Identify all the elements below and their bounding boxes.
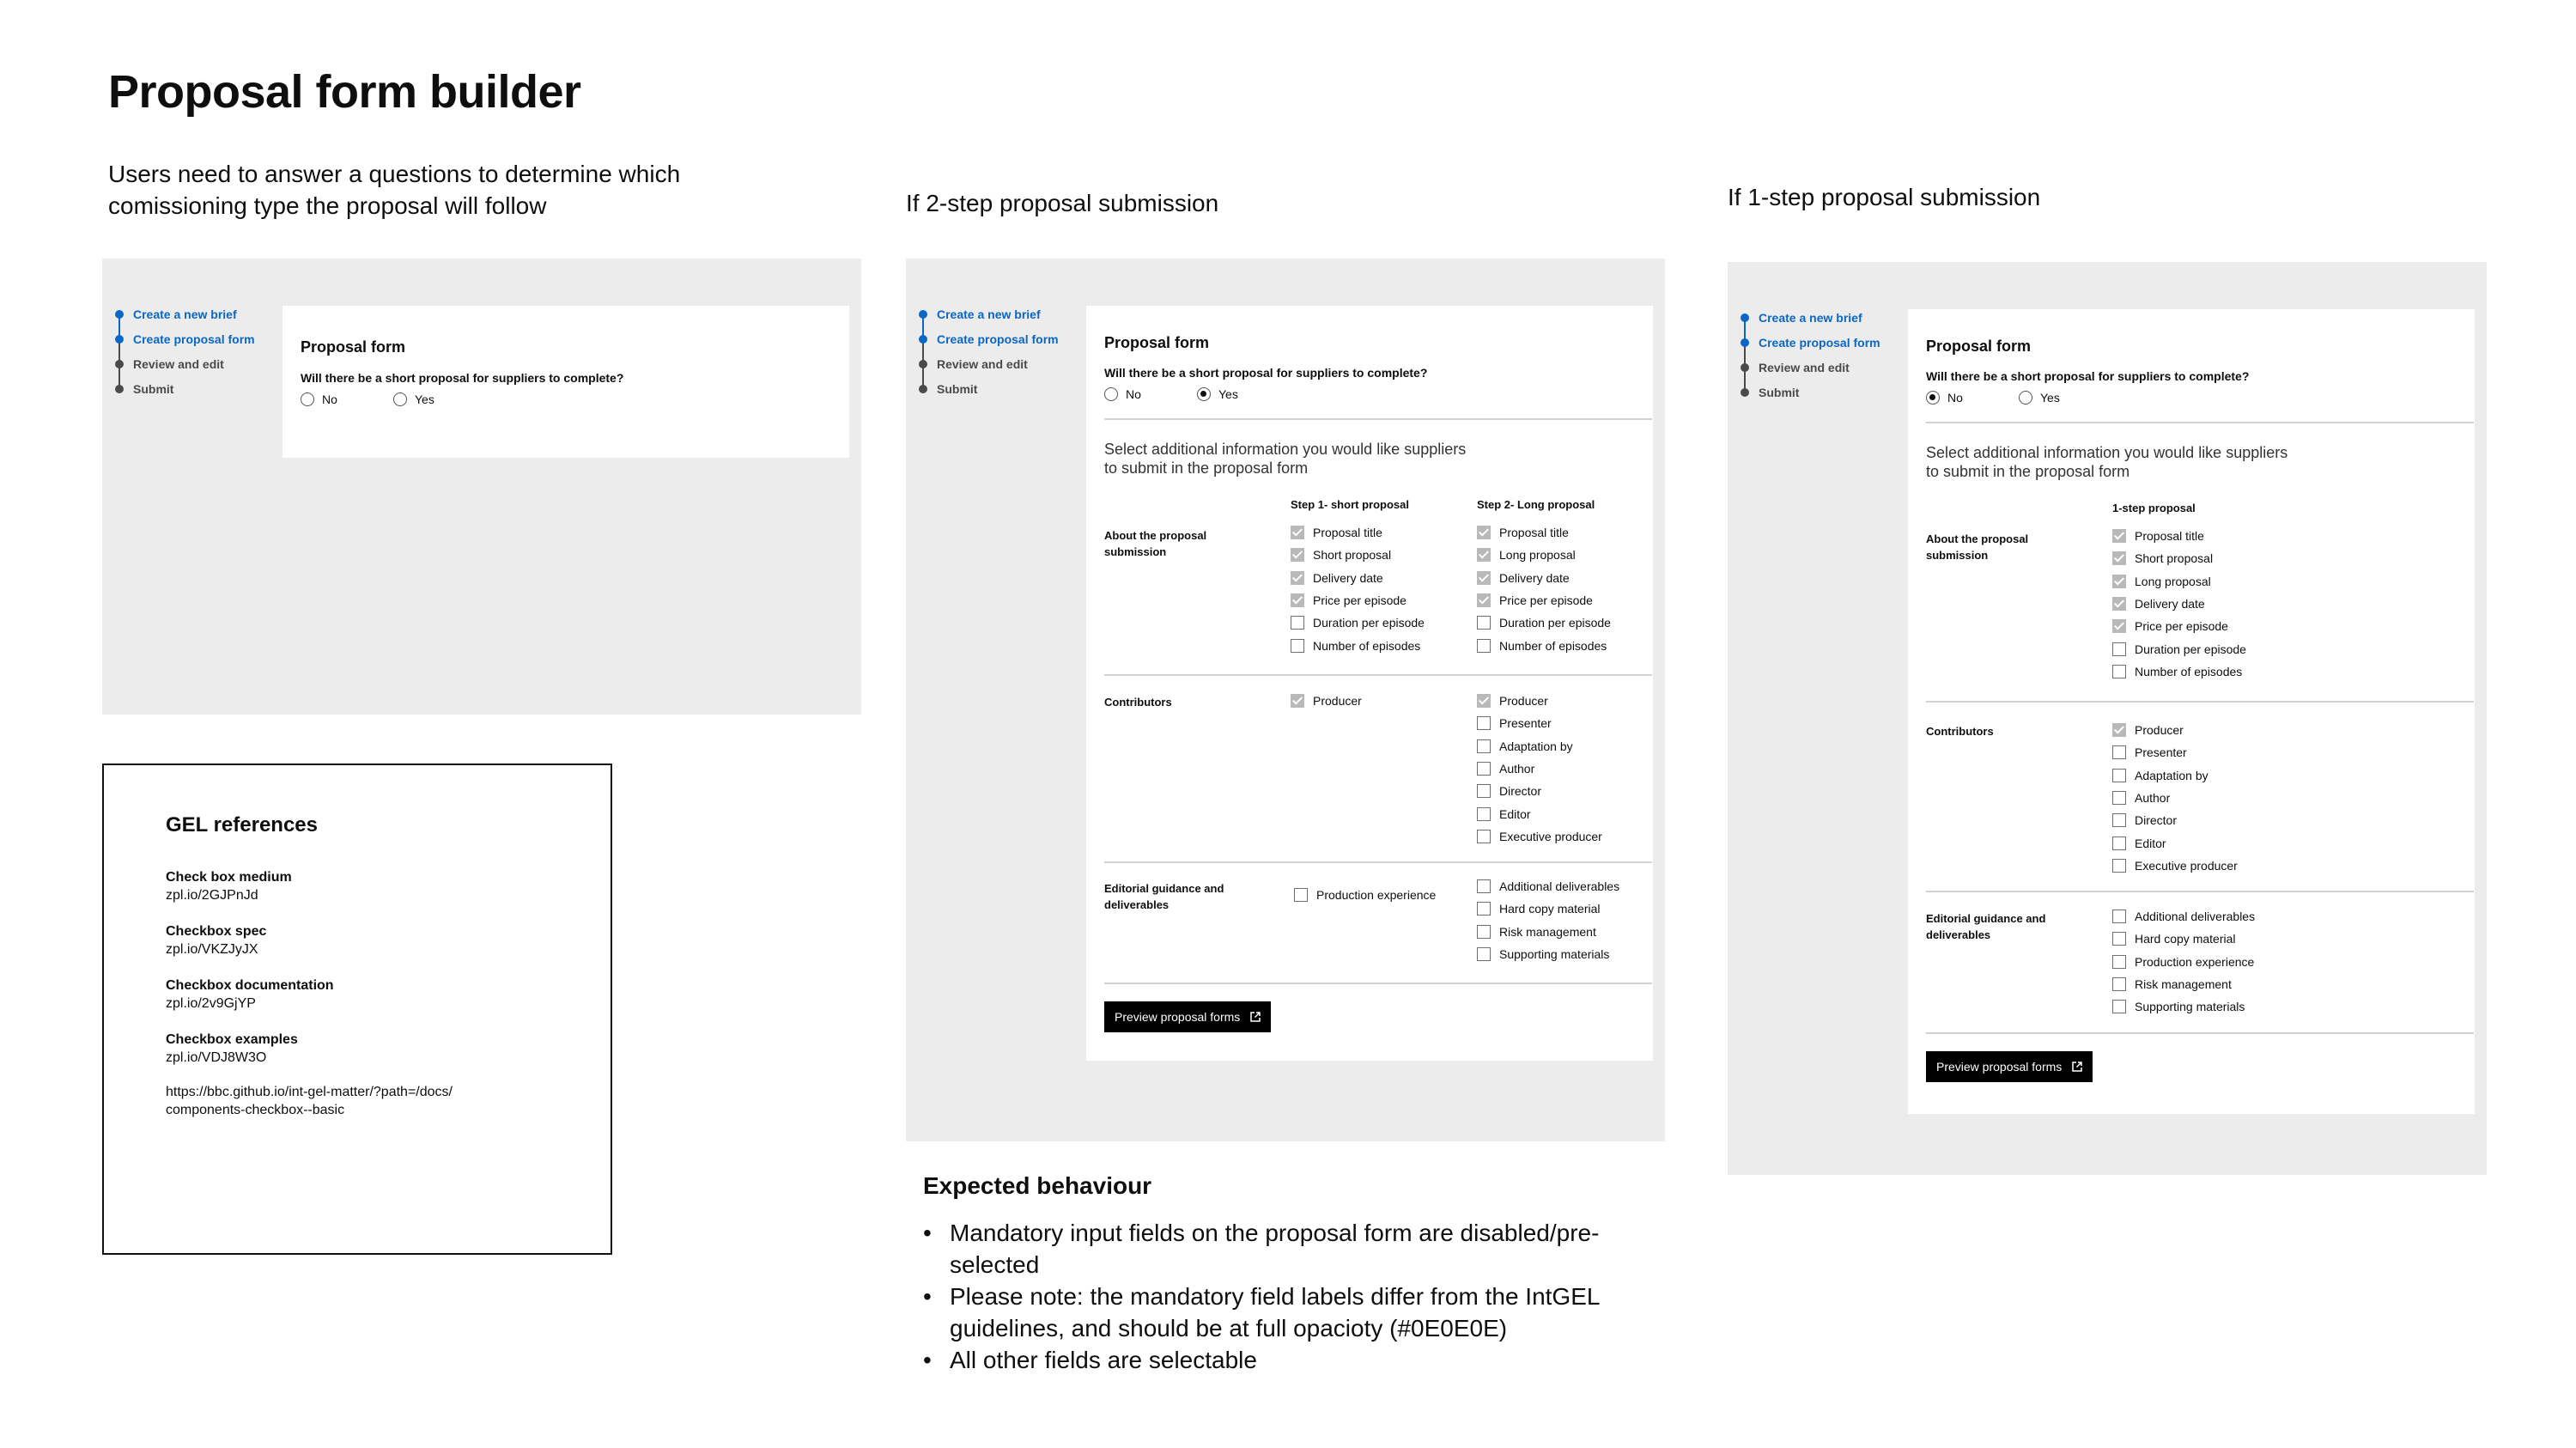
short-proposal-question: Will there be a short proposal for suppliers to complete? <box>1104 366 1428 380</box>
proposal-form-card <box>1908 309 2475 1114</box>
checkbox-item[interactable]: Long proposal <box>1477 544 1611 566</box>
nav-item-create-proposal-form[interactable]: Create proposal form <box>914 326 1059 351</box>
gel-title: GEL references <box>166 813 318 837</box>
proposal-form-card <box>1086 306 1653 1061</box>
stepper-nav <box>111 301 255 401</box>
select-info-text: Select additional information you would like suppliers to submit in the proposal form <box>1926 444 2288 480</box>
checkbox-item[interactable]: Hard copy material <box>2112 928 2255 950</box>
about-1step-list <box>2112 525 2246 683</box>
checkbox-item[interactable]: Executive producer <box>1477 825 1602 848</box>
nav-item-create-brief[interactable]: Create a new brief <box>914 301 1059 326</box>
radio-no[interactable]: No <box>1926 391 2019 405</box>
checkbox-item[interactable]: Delivery date <box>1477 567 1611 589</box>
radio-group <box>1104 387 1290 401</box>
gel-url[interactable]: https://bbc.github.io/int-gel-matter/?path=/docs/ components-checkbox--basic <box>166 1085 453 1117</box>
checkbox-item[interactable]: Price per episode <box>1291 589 1425 611</box>
list-item: • Mandatory input fields on the proposal form are disabled/pre- selected <box>923 1217 1679 1281</box>
nav-item-submit[interactable]: Submit <box>1736 380 1880 405</box>
nav-item-create-brief[interactable]: Create a new brief <box>111 301 255 326</box>
section-editorial: Editorial guidance and deliverables <box>1104 882 1224 911</box>
checkbox-item[interactable]: Short proposal <box>1291 544 1425 566</box>
external-link-icon <box>1250 1012 1261 1022</box>
short-proposal-question: Will there be a short proposal for suppliers to complete? <box>1926 369 2250 383</box>
checkbox-item[interactable]: Presenter <box>2112 741 2238 764</box>
gel-link[interactable]: zpl.io/VDJ8W3O <box>166 1050 267 1065</box>
checkbox-item[interactable]: Supporting materials <box>2112 995 2255 1018</box>
stepper-nav <box>914 301 1059 401</box>
checkbox-item[interactable]: Executive producer <box>2112 855 2238 877</box>
checkbox-item[interactable]: Risk management <box>2112 973 2255 995</box>
editorial-step2-list <box>1477 875 1619 965</box>
expected-behaviour-title: Expected behaviour <box>923 1172 1152 1199</box>
editorial-1step-list <box>2112 905 2255 1018</box>
section-contributors: Contributors <box>1104 696 1172 709</box>
checkbox-item[interactable]: Supporting materials <box>1477 943 1619 965</box>
checkbox-item[interactable]: Duration per episode <box>1477 611 1611 634</box>
form-title: Proposal form <box>1104 334 1210 351</box>
checkbox-item[interactable]: Editor <box>1477 802 1602 824</box>
list-item: • All other fields are selectable <box>923 1344 1679 1376</box>
form-title: Proposal form <box>1926 338 2032 355</box>
gel-ref-checkbox-spec: Checkbox spec zpl.io/VKZJyJX <box>166 924 267 957</box>
section-contributors: Contributors <box>1926 725 1994 738</box>
checkbox-item[interactable]: Number of episodes <box>1291 634 1425 656</box>
radio-no[interactable]: No <box>1104 387 1197 401</box>
gel-link[interactable]: zpl.io/2GJPnJd <box>166 888 258 903</box>
checkbox-item[interactable]: Production experience <box>2112 951 2255 973</box>
checkbox-item[interactable]: Production experience <box>1294 884 1436 906</box>
checkbox-item[interactable]: Proposal title <box>2112 525 2246 547</box>
nav-item-review-edit[interactable]: Review and edit <box>111 351 255 376</box>
checkbox-item[interactable]: Additional deliverables <box>2112 905 2255 928</box>
checkbox-item[interactable]: Additional deliverables <box>1477 875 1619 897</box>
frame-1step <box>1728 262 2487 1175</box>
radio-yes[interactable]: Yes <box>393 392 486 406</box>
about-step1-list <box>1291 521 1425 657</box>
radio-yes[interactable]: Yes <box>1197 387 1290 401</box>
contributors-1step-list <box>2112 719 2238 877</box>
radio-yes[interactable]: Yes <box>2019 391 2111 405</box>
external-link-icon <box>2072 1062 2082 1072</box>
checkbox-item[interactable]: Director <box>2112 809 2238 831</box>
editorial-step1-list <box>1294 884 1436 906</box>
checkbox-item[interactable]: Author <box>2112 787 2238 809</box>
checkbox-item[interactable]: Producer <box>1477 690 1602 712</box>
frame-initial <box>102 259 861 715</box>
col-label-step2: Step 2- Long proposal <box>1477 498 1595 511</box>
checkbox-item[interactable]: Hard copy material <box>1477 897 1619 920</box>
select-info-text: Select additional information you would like suppliers to submit in the proposal form <box>1104 441 1467 477</box>
heading-2step: If 2-step proposal submission <box>906 190 1219 216</box>
checkbox-item[interactable]: Risk management <box>1477 921 1619 943</box>
form-title: Proposal form <box>301 338 406 356</box>
gel-references-box <box>102 764 612 1255</box>
checkbox-item[interactable]: Adaptation by <box>1477 735 1602 757</box>
checkbox-item[interactable]: Producer <box>1291 690 1362 712</box>
contributors-step1-list <box>1291 690 1362 712</box>
frame-2step <box>906 259 1665 1141</box>
checkbox-item[interactable]: Director <box>1477 780 1602 802</box>
gel-ref-checkbox-documentation: Checkbox documentation zpl.io/2v9GjYP <box>166 978 334 1011</box>
checkbox-item[interactable]: Duration per episode <box>2112 637 2246 660</box>
col-label-step1: Step 1- short proposal <box>1291 498 1409 511</box>
checkbox-item[interactable]: Long proposal <box>2112 570 2246 593</box>
section-editorial: Editorial guidance and deliverables <box>1926 912 2046 941</box>
checkbox-item[interactable]: Editor <box>2112 831 2238 854</box>
radio-group <box>1926 391 2111 405</box>
gel-link[interactable]: zpl.io/2v9GjYP <box>166 996 256 1011</box>
about-step2-list <box>1477 521 1611 657</box>
page-title: Proposal form builder <box>108 66 581 118</box>
checkbox-item[interactable]: Duration per episode <box>1291 611 1425 634</box>
nav-item-create-brief[interactable]: Create a new brief <box>1736 305 1880 330</box>
contributors-step2-list <box>1477 690 1602 848</box>
checkbox-item[interactable]: Presenter <box>1477 712 1602 734</box>
checkbox-item[interactable]: Proposal title <box>1477 521 1611 544</box>
checkbox-item[interactable]: Price per episode <box>2112 615 2246 637</box>
checkbox-item[interactable]: Number of episodes <box>2112 660 2246 683</box>
preview-proposal-forms-button[interactable]: Preview proposal forms <box>1104 1001 1271 1032</box>
nav-item-create-proposal-form[interactable]: Create proposal form <box>1736 330 1880 355</box>
checkbox-item[interactable]: Proposal title <box>1291 521 1425 544</box>
checkbox-item[interactable]: Delivery date <box>1291 567 1425 589</box>
nav-item-review-edit[interactable]: Review and edit <box>1736 355 1880 380</box>
checkbox-item[interactable]: Author <box>1477 757 1602 780</box>
expected-behaviour-list <box>923 1217 1679 1376</box>
radio-no[interactable]: No <box>301 392 393 406</box>
checkbox-item[interactable]: Delivery date <box>2112 593 2246 615</box>
checkbox-item[interactable]: Number of episodes <box>1477 634 1611 656</box>
intro-text: Users need to answer a questions to determine which comissioning type the proposal will follow <box>108 161 681 219</box>
gel-link[interactable]: zpl.io/VKZJyJX <box>166 942 258 957</box>
checkbox-item[interactable]: Adaptation by <box>2112 764 2238 787</box>
radio-group <box>301 392 486 406</box>
section-about: About the proposal submission <box>1926 532 2029 562</box>
proposal-form-card <box>283 306 849 458</box>
nav-item-submit[interactable]: Submit <box>111 376 255 401</box>
heading-1step: If 1-step proposal submission <box>1728 184 2041 210</box>
checkbox-item[interactable]: Short proposal <box>2112 547 2246 569</box>
gel-ref-checkbox-examples: Checkbox examples zpl.io/VDJ8W3O <box>166 1032 298 1065</box>
preview-proposal-forms-button[interactable]: Preview proposal forms <box>1926 1051 2093 1082</box>
col-label-1step: 1-step proposal <box>2112 502 2196 514</box>
section-about: About the proposal submission <box>1104 529 1207 558</box>
gel-ref-checkbox-medium: Check box medium zpl.io/2GJPnJd <box>166 870 292 903</box>
stepper-nav <box>1736 305 1880 405</box>
nav-item-create-proposal-form[interactable]: Create proposal form <box>111 326 255 351</box>
checkbox-item[interactable]: Price per episode <box>1477 589 1611 611</box>
short-proposal-question: Will there be a short proposal for suppliers to complete? <box>301 371 624 385</box>
list-item: • Please note: the mandatory field labels differ from the IntGEL guidelines, and should be at full opacioty (#0E0E0E) <box>923 1281 1679 1344</box>
nav-item-review-edit[interactable]: Review and edit <box>914 351 1059 376</box>
checkbox-item[interactable]: Producer <box>2112 719 2238 741</box>
nav-item-submit[interactable]: Submit <box>914 376 1059 401</box>
